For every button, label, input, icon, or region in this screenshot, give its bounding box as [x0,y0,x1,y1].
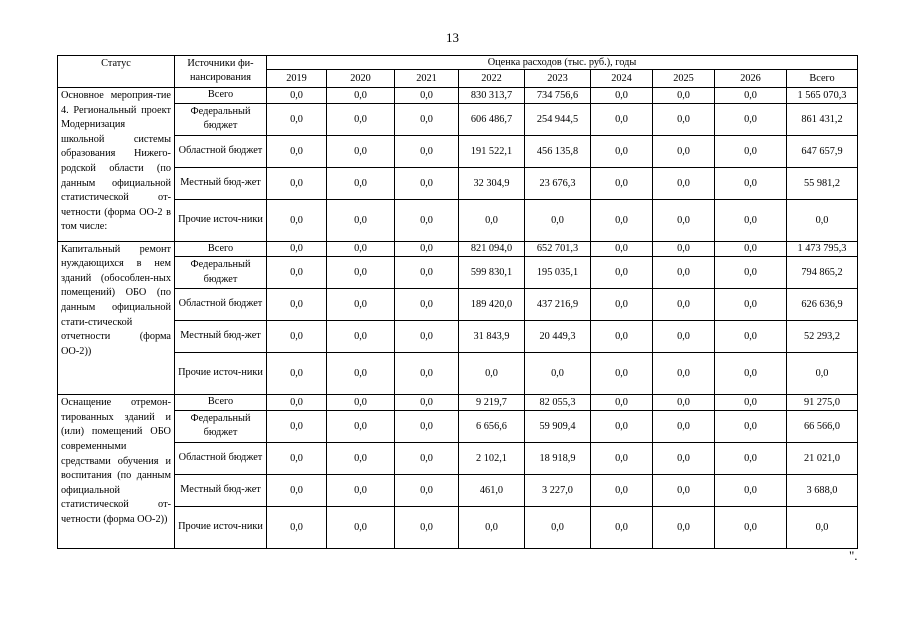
header-year: 2023 [525,70,591,88]
value-cell: 0,0 [327,103,395,135]
total-cell: 861 431,2 [787,103,858,135]
value-cell: 830 313,7 [459,88,525,104]
page-number: 13 [446,30,459,45]
value-cell: 0,0 [267,410,327,442]
value-cell: 0,0 [327,506,395,548]
value-cell: 0,0 [395,241,459,257]
table-row [58,103,858,135]
value-cell: 0,0 [653,241,715,257]
source-cell: Прочие источ-ники [175,506,267,548]
value-cell: 0,0 [267,257,327,289]
value-cell: 0,0 [591,395,653,411]
value-cell: 0,0 [591,442,653,474]
value-cell: 0,0 [395,103,459,135]
total-cell: 626 636,9 [787,289,858,321]
value-cell: 0,0 [591,410,653,442]
value-cell: 0,0 [395,506,459,548]
value-cell: 437 216,9 [525,289,591,321]
table-row [58,395,858,411]
value-cell: 23 676,3 [525,167,591,199]
value-cell: 32 304,9 [459,167,525,199]
value-cell: 0,0 [395,442,459,474]
header-estimate: Оценка расходов (тыс. руб.), годы [267,56,858,70]
value-cell: 606 486,7 [459,103,525,135]
header-sources: Источники фи-нансирования [175,56,267,88]
value-cell: 0,0 [591,353,653,395]
value-cell: 0,0 [591,289,653,321]
value-cell: 20 449,3 [525,321,591,353]
value-cell: 0,0 [715,442,787,474]
value-cell: 0,0 [327,199,395,241]
value-cell: 0,0 [653,88,715,104]
value-cell: 31 843,9 [459,321,525,353]
value-cell: 0,0 [267,395,327,411]
table-row [58,289,858,321]
value-cell: 0,0 [267,506,327,548]
value-cell: 0,0 [327,257,395,289]
total-cell: 1 473 795,3 [787,241,858,257]
table-row [58,257,858,289]
source-cell: Прочие источ-ники [175,199,267,241]
value-cell: 0,0 [267,289,327,321]
table-row [58,442,858,474]
value-cell: 0,0 [591,474,653,506]
value-cell: 0,0 [327,353,395,395]
value-cell: 0,0 [591,88,653,104]
value-cell: 0,0 [715,135,787,167]
value-cell: 0,0 [653,289,715,321]
value-cell: 0,0 [395,289,459,321]
value-cell: 0,0 [267,474,327,506]
header-status: Статус [58,56,175,88]
value-cell: 0,0 [591,167,653,199]
value-cell: 0,0 [395,321,459,353]
total-cell: 91 275,0 [787,395,858,411]
table-row [58,353,858,395]
value-cell: 0,0 [591,506,653,548]
value-cell: 0,0 [525,353,591,395]
source-cell: Всего [175,241,267,257]
value-cell: 0,0 [327,289,395,321]
value-cell: 0,0 [327,135,395,167]
value-cell: 3 227,0 [525,474,591,506]
table-row [58,241,858,257]
value-cell: 0,0 [525,506,591,548]
value-cell: 0,0 [395,395,459,411]
value-cell: 0,0 [327,474,395,506]
total-cell: 3 688,0 [787,474,858,506]
value-cell: 0,0 [459,353,525,395]
value-cell: 0,0 [459,506,525,548]
value-cell: 2 102,1 [459,442,525,474]
total-cell: 647 657,9 [787,135,858,167]
total-cell: 52 293,2 [787,321,858,353]
value-cell: 0,0 [395,135,459,167]
table-row [58,199,858,241]
source-cell: Всего [175,395,267,411]
source-cell: Областной бюджет [175,135,267,167]
source-cell: Областной бюджет [175,442,267,474]
source-cell: Местный бюд-жет [175,474,267,506]
value-cell: 456 135,8 [525,135,591,167]
total-cell: 0,0 [787,353,858,395]
header-year: 2021 [395,70,459,88]
value-cell: 0,0 [395,167,459,199]
value-cell: 461,0 [459,474,525,506]
source-cell: Федеральный бюджет [175,103,267,135]
value-cell: 0,0 [327,410,395,442]
value-cell: 189 420,0 [459,289,525,321]
value-cell: 0,0 [653,474,715,506]
header-year: 2026 [715,70,787,88]
value-cell: 0,0 [267,135,327,167]
value-cell: 0,0 [267,353,327,395]
header-year: 2025 [653,70,715,88]
value-cell: 0,0 [327,321,395,353]
value-cell: 0,0 [267,88,327,104]
value-cell: 0,0 [459,199,525,241]
source-cell: Областной бюджет [175,289,267,321]
value-cell: 59 909,4 [525,410,591,442]
source-cell: Федеральный бюджет [175,257,267,289]
source-cell: Местный бюд-жет [175,321,267,353]
value-cell: 0,0 [395,199,459,241]
value-cell: 0,0 [395,257,459,289]
table-row [58,88,858,104]
table-row [58,167,858,199]
value-cell: 0,0 [267,199,327,241]
total-cell: 794 865,2 [787,257,858,289]
header-total: Всего [787,70,858,88]
value-cell: 0,0 [715,506,787,548]
budget-table [57,55,858,549]
value-cell: 0,0 [327,241,395,257]
source-cell: Прочие источ-ники [175,353,267,395]
value-cell: 0,0 [715,395,787,411]
value-cell: 0,0 [327,88,395,104]
source-cell: Федеральный бюджет [175,410,267,442]
value-cell: 0,0 [591,257,653,289]
value-cell: 0,0 [653,395,715,411]
value-cell: 9 219,7 [459,395,525,411]
value-cell: 0,0 [267,241,327,257]
source-cell: Всего [175,88,267,104]
value-cell: 0,0 [715,353,787,395]
closing-quote-mark: ". [849,548,858,563]
value-cell: 0,0 [395,474,459,506]
value-cell: 652 701,3 [525,241,591,257]
table-row [58,135,858,167]
value-cell: 254 944,5 [525,103,591,135]
budget-body [58,88,858,549]
table-row [58,474,858,506]
total-cell: 21 021,0 [787,442,858,474]
value-cell: 0,0 [267,442,327,474]
header-year: 2020 [327,70,395,88]
value-cell: 0,0 [715,474,787,506]
value-cell: 0,0 [653,199,715,241]
value-cell: 191 522,1 [459,135,525,167]
value-cell: 0,0 [653,506,715,548]
value-cell: 0,0 [715,199,787,241]
value-cell: 0,0 [653,353,715,395]
value-cell: 0,0 [715,257,787,289]
value-cell: 18 918,9 [525,442,591,474]
value-cell: 599 830,1 [459,257,525,289]
value-cell: 0,0 [591,103,653,135]
status-cell: Капитальный ремонт нуждающихся в нем зданий (обособлен-ных помещений) ОБО (по данным официальной стати-стической отчетности (форма ОО-2)) [58,241,175,395]
value-cell: 0,0 [653,257,715,289]
total-cell: 0,0 [787,506,858,548]
total-cell: 1 565 070,3 [787,88,858,104]
value-cell: 0,0 [715,103,787,135]
value-cell: 0,0 [715,321,787,353]
table-row [58,410,858,442]
value-cell: 0,0 [591,199,653,241]
value-cell: 0,0 [715,289,787,321]
total-cell: 66 566,0 [787,410,858,442]
value-cell: 195 035,1 [525,257,591,289]
header-year: 2022 [459,70,525,88]
value-cell: 821 094,0 [459,241,525,257]
value-cell: 0,0 [327,395,395,411]
value-cell: 0,0 [591,241,653,257]
value-cell: 6 656,6 [459,410,525,442]
value-cell: 0,0 [267,167,327,199]
value-cell: 0,0 [715,167,787,199]
value-cell: 0,0 [327,442,395,474]
value-cell: 0,0 [525,199,591,241]
source-cell: Местный бюд-жет [175,167,267,199]
table-row [58,506,858,548]
status-cell: Оснащение отремон-тированных зданий и (или) помещений ОБО современными средствами обучения и воспитания (по данным официальной статистической от-четности (форма ОО-2)) [58,395,175,549]
table-row [58,321,858,353]
value-cell: 0,0 [591,135,653,167]
value-cell: 0,0 [653,103,715,135]
value-cell: 0,0 [715,410,787,442]
value-cell: 0,0 [395,353,459,395]
value-cell: 82 055,3 [525,395,591,411]
value-cell: 0,0 [395,410,459,442]
value-cell: 0,0 [715,241,787,257]
value-cell: 0,0 [267,103,327,135]
value-cell: 0,0 [653,321,715,353]
value-cell: 734 756,6 [525,88,591,104]
value-cell: 0,0 [653,135,715,167]
value-cell: 0,0 [327,167,395,199]
total-cell: 0,0 [787,199,858,241]
value-cell: 0,0 [653,167,715,199]
header-year: 2019 [267,70,327,88]
header-year: 2024 [591,70,653,88]
value-cell: 0,0 [715,88,787,104]
status-cell: Основное мероприя-тие 4. Региональный проект Модернизация школьной системы образования Нижего-родской области (по данным официальной статистической от-четности (форма ОО-2 в том числе: [58,88,175,242]
value-cell: 0,0 [653,410,715,442]
total-cell: 55 981,2 [787,167,858,199]
value-cell: 0,0 [395,88,459,104]
value-cell: 0,0 [591,321,653,353]
value-cell: 0,0 [653,442,715,474]
value-cell: 0,0 [267,321,327,353]
